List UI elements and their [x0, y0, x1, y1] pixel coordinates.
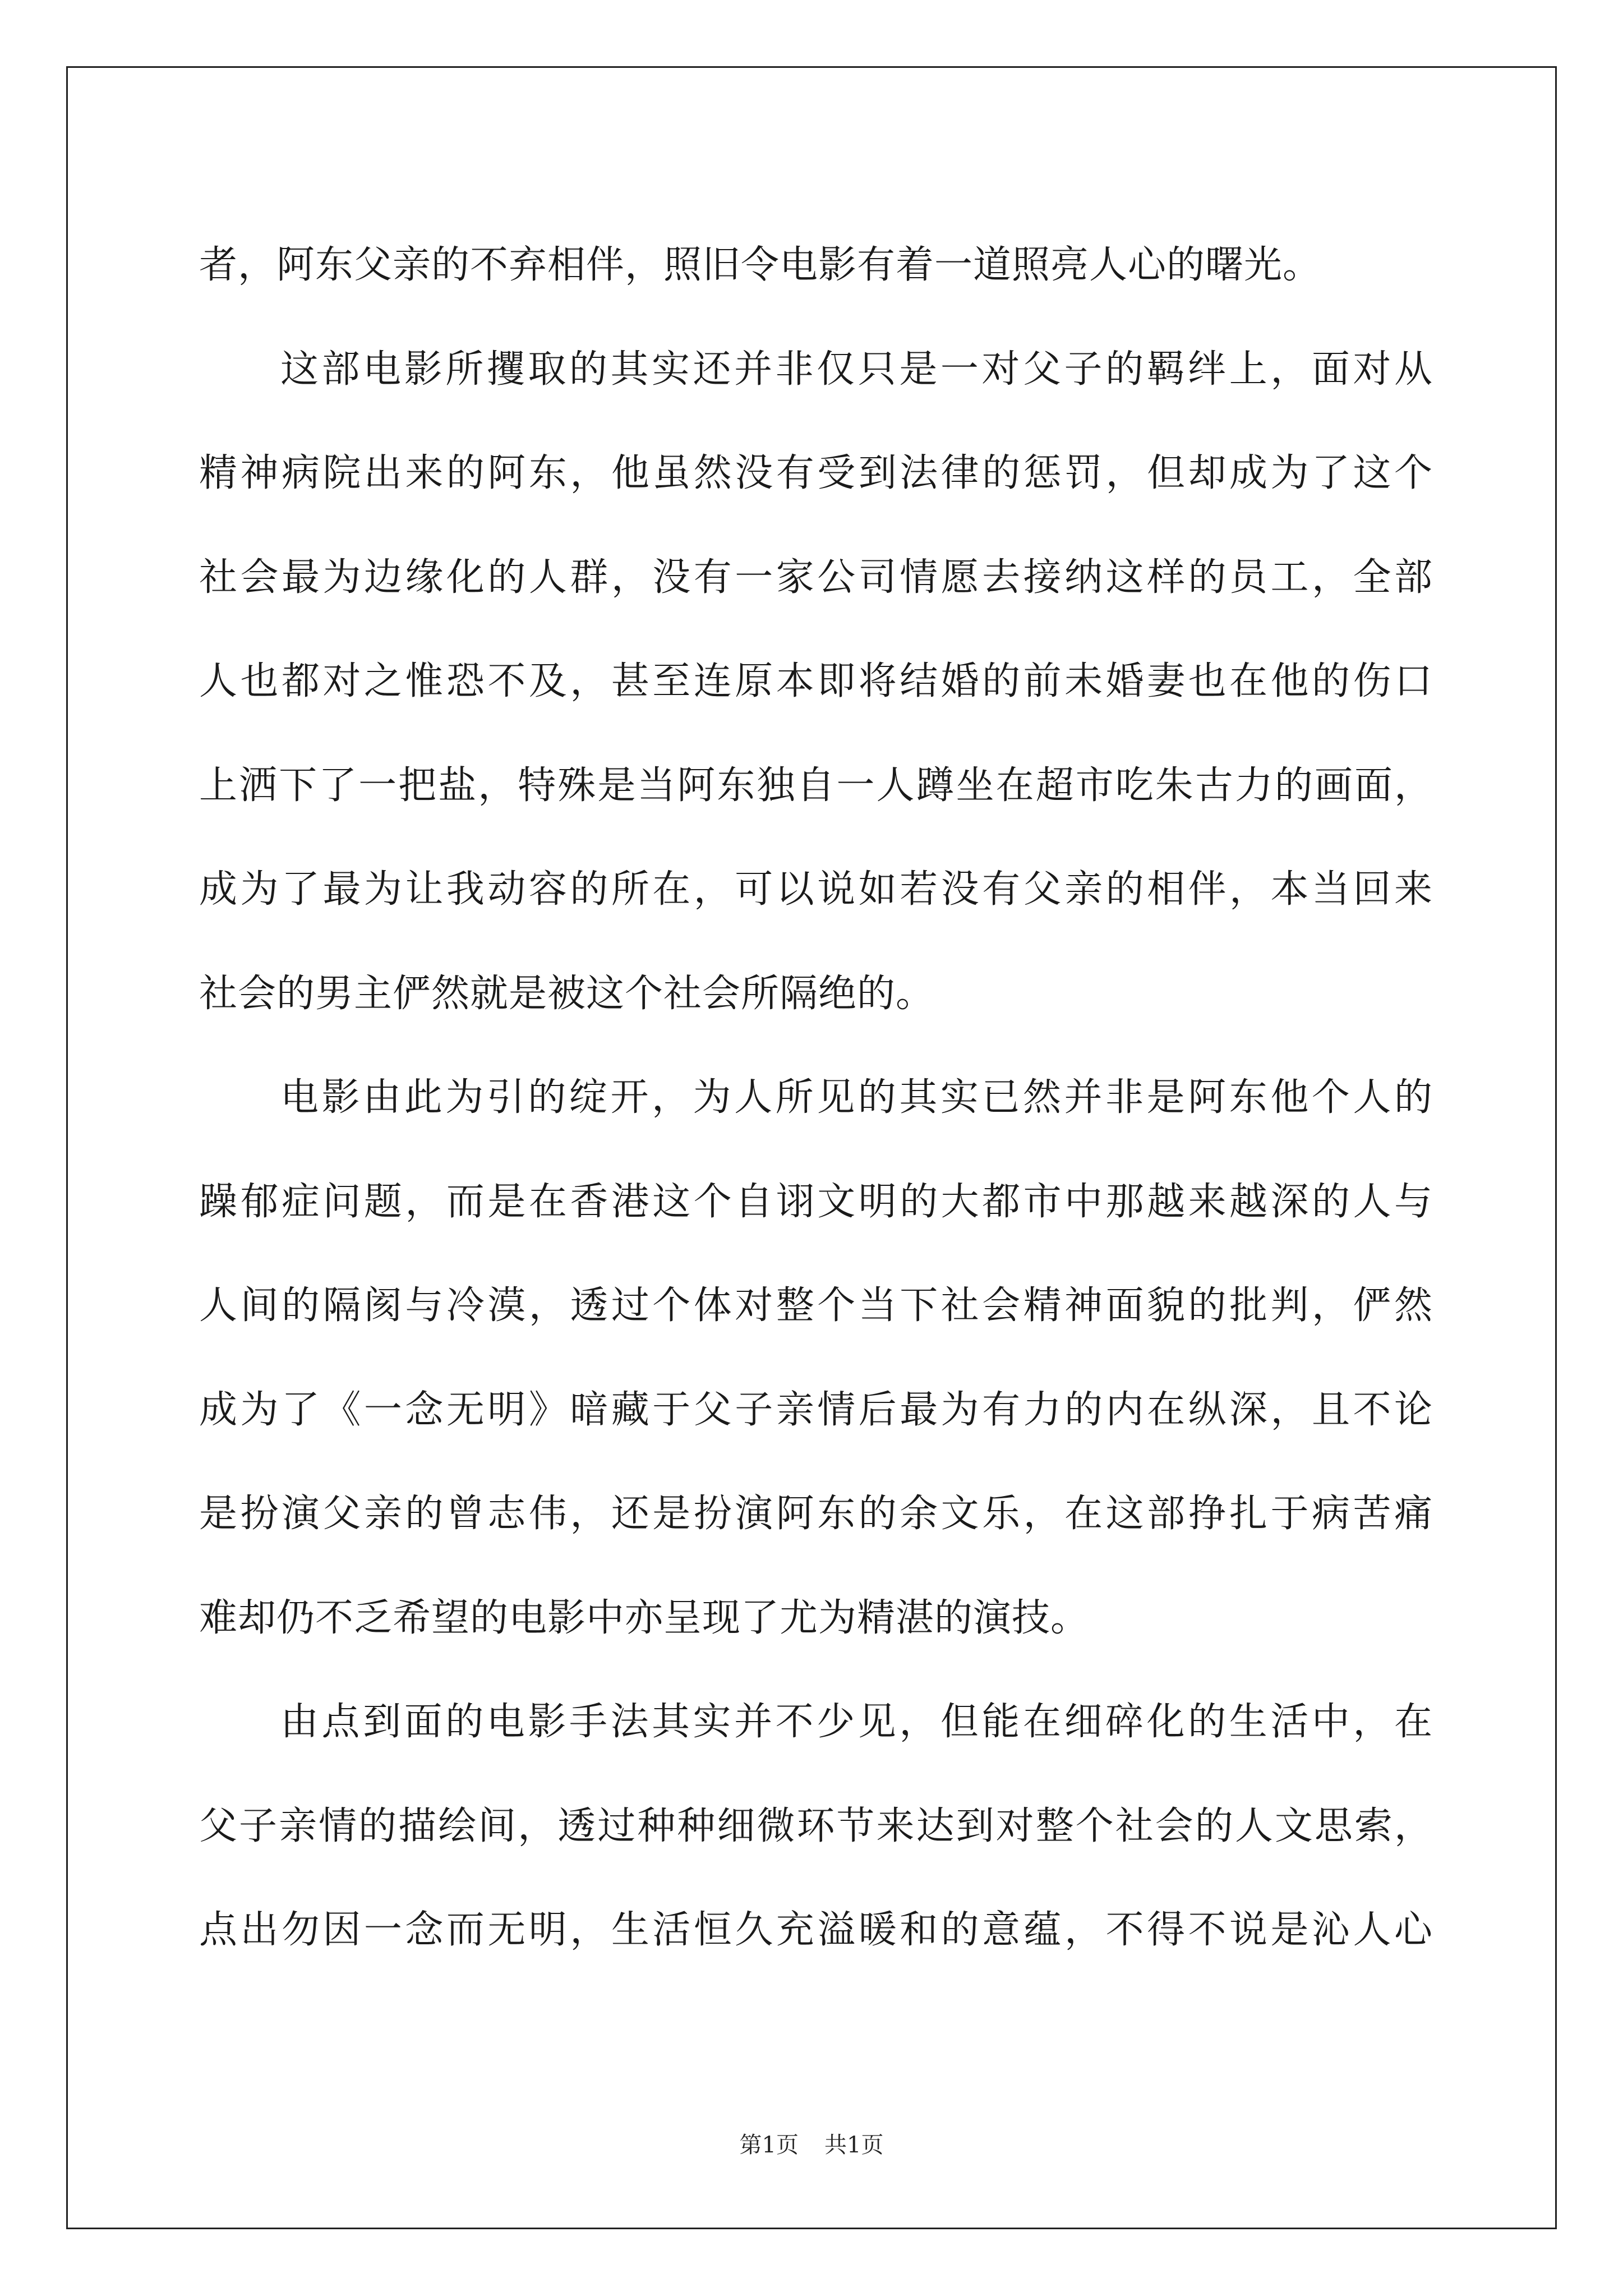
- page-footer: [0, 2131, 1623, 2159]
- text-line: 是扮演父亲的曾志伟，还是扮演阿东的余文乐，在这部挣扎于病苦痛: [199, 1492, 1433, 1536]
- text-line: 点出勿因一念而无明，生活恒久充溢暖和的意蕴，不得不说是沁人心: [199, 1908, 1433, 1952]
- text-line: 者，阿东父亲的不弃相伴，照旧令电影有着一道照亮人心的曙光。: [199, 243, 1322, 287]
- text-line: 躁郁症问题，而是在香港这个自诩文明的大都市中那越来越深的人与: [199, 1179, 1433, 1224]
- text-line: 电影由此为引的绽开，为人所见的其实已然并非是阿东他个人的: [280, 1075, 1433, 1120]
- text-line: 成为了最为让我动容的所在，可以说如若没有父亲的相伴，本当回来: [199, 867, 1433, 912]
- text-line: 社会最为边缘化的人群，没有一家公司情愿去接纳这样的员工，全部: [199, 555, 1433, 600]
- text-line: 难却仍不乏希望的电影中亦呈现了尤为精湛的演技。: [199, 1595, 1090, 1640]
- text-line: 人间的隔阂与冷漠，透过个体对整个当下社会精神面貌的批判，俨然: [199, 1283, 1433, 1328]
- page-total: 共1页: [824, 2132, 884, 2158]
- text-line: 这部电影所攫取的其实还并非仅只是一对父子的羁绊上，面对从: [280, 347, 1433, 392]
- document-body: [199, 213, 1433, 1982]
- text-line: 社会的男主俨然就是被这个社会所隔绝的。: [199, 971, 935, 1016]
- text-line: 成为了《一念无明》暗藏于父子亲情后最为有力的内在纵深，且不论: [199, 1387, 1433, 1432]
- text-line: 人也都对之惟恐不及，甚至连原本即将结婚的前未婚妻也在他的伤口: [199, 659, 1433, 703]
- text-line: 父子亲情的描绘间，透过种种细微环节来达到对整个社会的人文思索，: [199, 1803, 1433, 1848]
- text-line: 上洒下了一把盐，特殊是当阿东独自一人蹲坐在超市吃朱古力的画面，: [199, 763, 1433, 808]
- page-number: 第1页: [739, 2132, 799, 2158]
- text-line: 精神病院出来的阿东，他虽然没有受到法律的惩罚，但却成为了这个: [199, 451, 1433, 495]
- text-line: 由点到面的电影手法其实并不少见，但能在细碎化的生活中，在: [280, 1700, 1433, 1744]
